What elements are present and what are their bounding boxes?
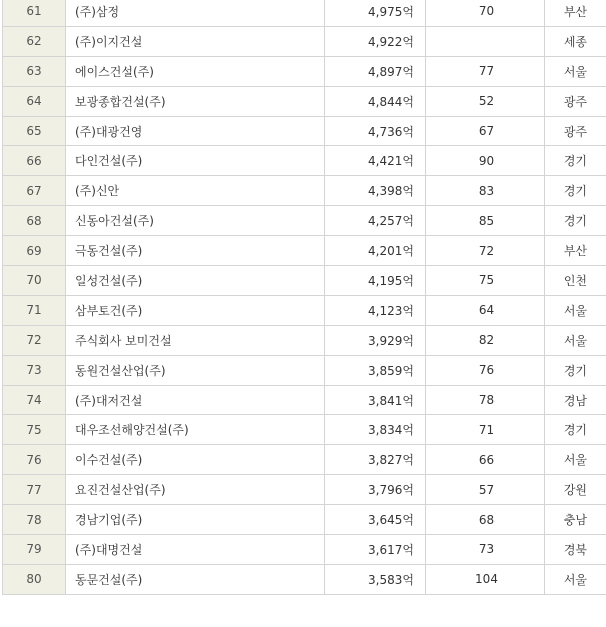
rank-cell: 68 — [3, 206, 66, 236]
region-cell: 경남 — [545, 385, 606, 415]
table-row — [3, 206, 606, 236]
rank-cell: 74 — [3, 385, 66, 415]
company-name-cell: (주)대저건설 — [66, 385, 325, 415]
table-row — [3, 116, 606, 146]
score-cell: 70 — [426, 0, 545, 26]
company-name-cell: 에이스건설(주) — [66, 56, 325, 86]
ranking-table — [2, 0, 606, 595]
amount-cell: 4,844억 — [325, 86, 426, 116]
rank-cell: 77 — [3, 475, 66, 505]
score-cell: 104 — [426, 564, 545, 594]
region-cell: 경북 — [545, 535, 606, 565]
rank-cell: 75 — [3, 415, 66, 445]
table-row — [3, 415, 606, 445]
table-row — [3, 146, 606, 176]
score-cell: 90 — [426, 146, 545, 176]
table-row — [3, 505, 606, 535]
rank-cell: 65 — [3, 116, 66, 146]
company-name-cell: 극동건설(주) — [66, 236, 325, 266]
region-cell: 경기 — [545, 355, 606, 385]
score-cell: 52 — [426, 86, 545, 116]
score-cell: 64 — [426, 295, 545, 325]
region-cell: 서울 — [545, 56, 606, 86]
region-cell: 경기 — [545, 146, 606, 176]
region-cell: 충남 — [545, 505, 606, 535]
amount-cell: 4,736억 — [325, 116, 426, 146]
score-cell: 85 — [426, 206, 545, 236]
table-row — [3, 564, 606, 594]
amount-cell: 3,645억 — [325, 505, 426, 535]
company-name-cell: 대우조선해양건설(주) — [66, 415, 325, 445]
company-name-cell: 동원건설산업(주) — [66, 355, 325, 385]
region-cell: 세종 — [545, 26, 606, 56]
amount-cell: 4,897억 — [325, 56, 426, 86]
amount-cell: 4,398억 — [325, 176, 426, 206]
rank-cell: 69 — [3, 236, 66, 266]
region-cell: 강원 — [545, 475, 606, 505]
company-name-cell: (주)대광건영 — [66, 116, 325, 146]
company-name-cell: 일성건설(주) — [66, 266, 325, 296]
region-cell: 인천 — [545, 266, 606, 296]
table-row — [3, 176, 606, 206]
rank-cell: 70 — [3, 266, 66, 296]
table-row — [3, 445, 606, 475]
score-cell: 75 — [426, 266, 545, 296]
table-row — [3, 535, 606, 565]
company-name-cell: 다인건설(주) — [66, 146, 325, 176]
amount-cell: 3,617억 — [325, 535, 426, 565]
rank-cell: 66 — [3, 146, 66, 176]
rank-cell: 73 — [3, 355, 66, 385]
rank-cell: 79 — [3, 535, 66, 565]
score-cell: 76 — [426, 355, 545, 385]
company-name-cell: 이수건설(주) — [66, 445, 325, 475]
amount-cell: 3,796억 — [325, 475, 426, 505]
score-cell: 67 — [426, 116, 545, 146]
rank-cell: 80 — [3, 564, 66, 594]
table-row — [3, 56, 606, 86]
amount-cell: 4,195억 — [325, 266, 426, 296]
company-name-cell: 보광종합건설(주) — [66, 86, 325, 116]
region-cell: 광주 — [545, 86, 606, 116]
company-name-cell: (주)이지건설 — [66, 26, 325, 56]
region-cell: 광주 — [545, 116, 606, 146]
table-row — [3, 266, 606, 296]
region-cell: 경기 — [545, 176, 606, 206]
score-cell: 68 — [426, 505, 545, 535]
company-name-cell: 신동아건설(주) — [66, 206, 325, 236]
company-name-cell: 삼부토건(주) — [66, 295, 325, 325]
rank-cell: 76 — [3, 445, 66, 475]
rank-cell: 72 — [3, 325, 66, 355]
table-row — [3, 0, 606, 26]
table-row — [3, 325, 606, 355]
region-cell: 서울 — [545, 325, 606, 355]
table-row — [3, 355, 606, 385]
company-name-cell: 동문건설(주) — [66, 564, 325, 594]
company-name-cell: (주)삼정 — [66, 0, 325, 26]
amount-cell: 3,859억 — [325, 355, 426, 385]
table-row — [3, 236, 606, 266]
score-cell: 83 — [426, 176, 545, 206]
rank-cell: 67 — [3, 176, 66, 206]
score-cell: 78 — [426, 385, 545, 415]
amount-cell: 4,421억 — [325, 146, 426, 176]
table-row — [3, 385, 606, 415]
region-cell: 경기 — [545, 415, 606, 445]
table-row — [3, 295, 606, 325]
amount-cell: 4,922억 — [325, 26, 426, 56]
company-name-cell: 경남기업(주) — [66, 505, 325, 535]
table-row — [3, 26, 606, 56]
rank-cell: 78 — [3, 505, 66, 535]
rank-cell: 62 — [3, 26, 66, 56]
amount-cell: 3,834억 — [325, 415, 426, 445]
company-name-cell: (주)신안 — [66, 176, 325, 206]
amount-cell: 3,827억 — [325, 445, 426, 475]
amount-cell: 4,975억 — [325, 0, 426, 26]
amount-cell: 4,257억 — [325, 206, 426, 236]
rank-cell: 71 — [3, 295, 66, 325]
score-cell: 77 — [426, 56, 545, 86]
region-cell: 서울 — [545, 564, 606, 594]
company-name-cell: 주식회사 보미건설 — [66, 325, 325, 355]
score-cell: 82 — [426, 325, 545, 355]
company-name-cell: (주)대명건설 — [66, 535, 325, 565]
table-row — [3, 475, 606, 505]
amount-cell: 3,841억 — [325, 385, 426, 415]
ranking-table-body — [3, 0, 606, 594]
region-cell: 서울 — [545, 445, 606, 475]
region-cell: 부산 — [545, 0, 606, 26]
region-cell: 서울 — [545, 295, 606, 325]
score-cell: 71 — [426, 415, 545, 445]
amount-cell: 3,583억 — [325, 564, 426, 594]
score-cell — [426, 26, 545, 56]
region-cell: 경기 — [545, 206, 606, 236]
score-cell: 66 — [426, 445, 545, 475]
region-cell: 부산 — [545, 236, 606, 266]
rank-cell: 64 — [3, 86, 66, 116]
score-cell: 73 — [426, 535, 545, 565]
score-cell: 72 — [426, 236, 545, 266]
amount-cell: 3,929억 — [325, 325, 426, 355]
table-row — [3, 86, 606, 116]
score-cell: 57 — [426, 475, 545, 505]
rank-cell: 61 — [3, 0, 66, 26]
rank-cell: 63 — [3, 56, 66, 86]
company-name-cell: 요진건설산업(주) — [66, 475, 325, 505]
amount-cell: 4,123억 — [325, 295, 426, 325]
amount-cell: 4,201억 — [325, 236, 426, 266]
